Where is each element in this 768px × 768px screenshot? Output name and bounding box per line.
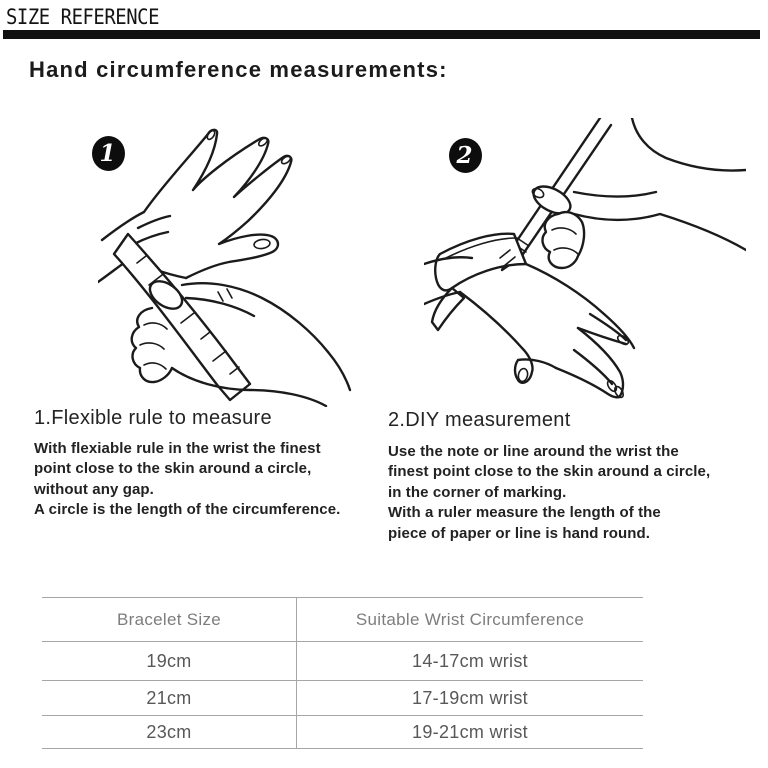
diy-measurement-drawing [424, 118, 746, 402]
column-header-wrist-circumference: Suitable Wrist Circumference [355, 609, 585, 629]
step-1-line: A circle is the length of the circumference. [34, 501, 341, 519]
flexible-rule-drawing [98, 122, 390, 407]
wrist-circumference-value: 17-19cm wrist [412, 687, 528, 708]
step-2-badge: 2 [449, 138, 482, 173]
column-header-bracelet-size: Bracelet Size [42, 598, 297, 641]
bracelet-size-value: 21cm [42, 681, 297, 715]
table-row [42, 716, 643, 749]
bracelet-size-value: 19cm [42, 642, 297, 680]
step-2-line: in the corner of marking. [388, 483, 567, 501]
step-2-line: piece of paper or line is hand round. [388, 524, 651, 542]
size-table-header-row [42, 597, 643, 642]
hand-pen-marking-illustration [424, 118, 746, 402]
page-header-title: SIZE REFERENCE [6, 5, 160, 29]
wrist-circumference-value: 19-21cm wrist [412, 721, 528, 742]
size-table [42, 597, 643, 749]
step-1-line: With flexiable rule in the wrist the finest [34, 440, 321, 457]
step-2-line: With a ruler measure the length of the [388, 504, 661, 522]
header-divider-bar [3, 30, 760, 39]
section-title: Hand circumference measurements: [29, 57, 448, 82]
step-2-description [388, 442, 710, 544]
table-row [42, 642, 643, 681]
step-1-badge: 1 [92, 136, 125, 171]
step-1-line: point close to the skin around a circle, [34, 460, 312, 478]
bracelet-size-value: 23cm [42, 716, 297, 748]
step-1-heading: 1.Flexible rule to measure [34, 407, 272, 429]
wrist-circumference-value: 14-17cm wrist [412, 650, 528, 671]
step-1-line: without any gap. [34, 480, 154, 498]
step-2-line: finest point close to the skin around a circle, [388, 463, 711, 481]
table-row [42, 681, 643, 716]
hand-measuring-tape-illustration [98, 122, 390, 407]
step-2-line: Use the note or line around the wrist the [388, 443, 679, 460]
step-1-description [34, 439, 340, 521]
step-2-heading: 2.DIY measurement [388, 409, 571, 431]
